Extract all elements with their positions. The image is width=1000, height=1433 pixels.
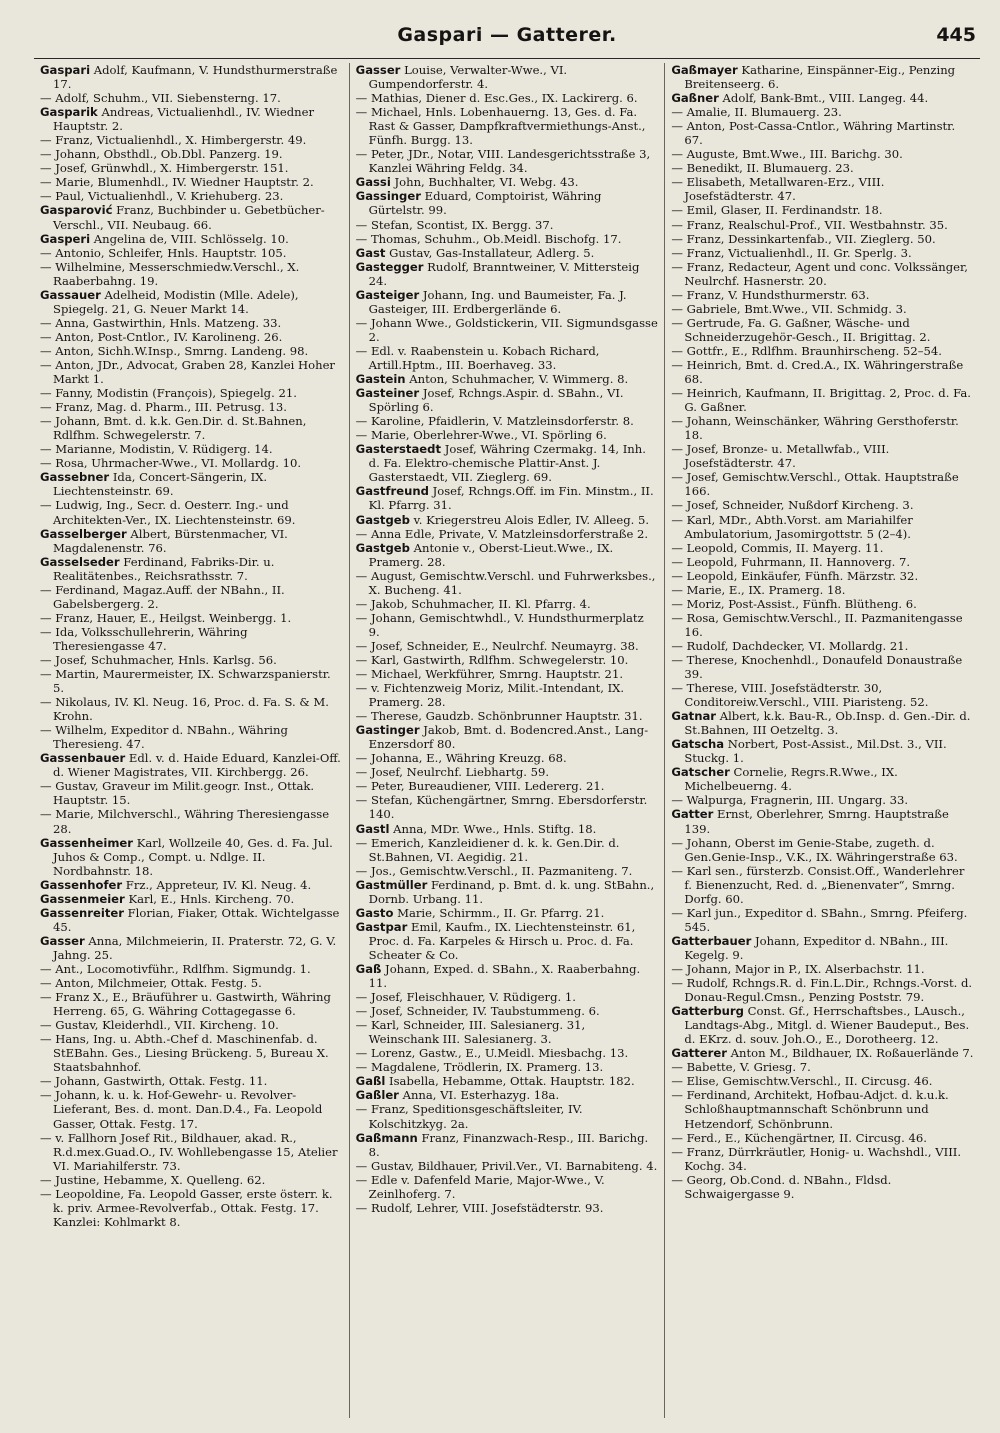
directory-entry: Gassi John, Buchhalter, VI. Webg. 43. xyxy=(355,175,579,190)
directory-entry: — Josef, Bronze- u. Metallwfab., VIII. Josefstädterstr. 47. xyxy=(671,442,890,471)
directory-entry: — Johann, k. u. k. Hof-Gewehr- u. Revolver-Lieferant, Bes. d. mont. Dan.D.4., Fa. Leopold Gasser, Ottak. Festg. 17. xyxy=(40,1088,323,1131)
directory-entry: — Gustav, Bildhauer, Privil.Ver., VI. Barnabiteng. 4. xyxy=(355,1158,658,1173)
directory-entry: — Michael, Hnls. Lobenhauerng. 13, Ges. d. Fa. Rast & Gasser, Dampfkraftvermiethungs-Anst., Fünfh. Burgg. 13. xyxy=(355,105,646,148)
directory-entry: — Justine, Hebamme, X. Quelleng. 62. xyxy=(40,1172,266,1187)
directory-entry: — Magdalene, Trödlerin, IX. Pramerg. 13. xyxy=(355,1060,604,1075)
directory-entry: — Rudolf, Rchngs.R. d. Fin.L.Dir., Rchngs.-Vorst. d. Donau-Regul.Cmsn., Penzing Poststr. 79. xyxy=(671,976,973,1005)
directory-entry: — Leopoldine, Fa. Leopold Gasser, erste österr. k. k. priv. Armee-Revolverfab., Ottak. Festg. 17. Kanzlei: Kohlmarkt 8. xyxy=(40,1186,333,1229)
directory-entry: — Ferdinand, Architekt, Hofbau-Adjct. d. k.u.k. Schloßhauptmannschaft Schönbrunn und Hetzendorf, Schönbrunn. xyxy=(671,1088,949,1131)
directory-entry: — Babette, V. Griesg. 7. xyxy=(671,1060,811,1075)
directory-entry: — Karl, MDr., Abth.Vorst. am Mariahilfer Ambulatorium, Jasomirgottstr. 5 (2–4). xyxy=(671,512,913,541)
directory-entry: — Marie, Milchverschl., Währing Theresiengasse 28. xyxy=(40,807,330,836)
directory-entry: — Emerich, Kanzleidiener d. k. k. Gen.Dir. d. St.Bahnen, VI. Aegidig. 21. xyxy=(355,835,620,864)
directory-entry: Gasselseder Ferdinand, Fabriks-Dir. u. Realitätenbes., Reichsrathsstr. 7. xyxy=(40,554,275,583)
directory-entry: Gastgeb v. Kriegerstreu Alois Edler, IV. Alleeg. 5. xyxy=(355,512,650,527)
directory-entry: — Johann, Weinschänker, Währing Gersthoferstr. 18. xyxy=(671,414,959,443)
directory-entry: — Johann, Bmt. d. k.k. Gen.Dir. d. St.Bahnen, Rdlfhm. Schwegelerstr. 7. xyxy=(40,414,307,443)
directory-entry: — Franz X., E., Bräuführer u. Gastwirth, Währing Herreng. 65, G. Währing Cottagegasse 6. xyxy=(40,990,331,1019)
directory-entry: — Gabriele, Bmt.Wwe., VII. Schmidg. 3. xyxy=(671,301,907,316)
directory-entry: Gatter Ernst, Oberlehrer, Smrng. Hauptstraße 139. xyxy=(671,807,949,836)
directory-entry: — Stefan, Scontist, IX. Bergg. 37. xyxy=(355,217,554,232)
directory-entry: — Edle v. Dafenfeld Marie, Major-Wwe., V. Zeinlhoferg. 7. xyxy=(355,1172,605,1201)
directory-entry: — Franz, Victualienhdl., X. Himbergerstr. 49. xyxy=(40,133,307,148)
directory-entry: Gaßner Adolf, Bank-Bmt., VIII. Langeg. 44. xyxy=(671,91,929,106)
directory-entry: Gasser Louise, Verwalter-Wwe., VI. Gumpendorferstr. 4. xyxy=(355,63,568,92)
directory-entry: — Josef, Grünwhdl., X. Himbergerstr. 151. xyxy=(40,161,289,176)
directory-entry: — Rosa, Uhrmacher-Wwe., VI. Mollardg. 10. xyxy=(40,456,302,471)
directory-entry: Gatnar Albert, k.k. Bau-R., Ob.Insp. d. Gen.-Dir. d. St.Bahnen, III Oetzeltg. 3. xyxy=(671,709,971,738)
directory-entry: Gaßmayer Katharine, Einspänner-Eig., Penzing Breitenseerg. 6. xyxy=(671,63,956,92)
directory-entry: — Johann Wwe., Goldstickerin, VII. Sigmundsgasse 2. xyxy=(355,315,658,344)
directory-entry: — Georg, Ob.Cond. d. NBahn., Fldsd. Schwaigergasse 9. xyxy=(671,1172,892,1201)
directory-entry: — Therese, Knochenhdl., Donaufeld Donaustraße 39. xyxy=(671,652,963,682)
directory-entry: — Michael, Werkführer, Smrng. Hauptstr. 21. xyxy=(355,667,623,682)
directory-entry: — Jos., Gemischtw.Verschl., II. Pazmaniteng. 7. xyxy=(355,863,633,878)
directory-entry: — Elise, Gemischtw.Verschl., II. Circusg. 46. xyxy=(671,1074,933,1089)
directory-entry: — Anton, JDr., Advocat, Graben 28, Kanzlei Hoher Markt 1. xyxy=(40,357,335,387)
directory-entry: — Ant., Locomotivführ., Rdlfhm. Sigmundg. 1. xyxy=(40,962,311,976)
directory-entry: — Stefan, Küchengärtner, Smrng. Ebersdorferstr. 140. xyxy=(355,793,648,822)
directory-entry: — Karoline, Pfaidlerin, V. Matzleinsdorferstr. 8. xyxy=(355,414,634,429)
directory-entry: — Adolf, Schuhm., VII. Siebensterng. 17. xyxy=(40,91,281,106)
directory-entry: Gaßmann Franz, Finanzwach-Resp., III. Barichg. 8. xyxy=(355,1130,649,1159)
directory-entry: — Therese, Gaudzb. Schönbrunner Hauptstr. 31. xyxy=(355,709,643,724)
directory-entry: Gastgeb Antonie v., Oberst-Lieut.Wwe., IX. Pramerg. 28. xyxy=(355,540,614,569)
directory-entry: — Rudolf, Dachdecker, VI. Mollardg. 21. xyxy=(671,638,909,653)
directory-entry: — v. Fallhorn Josef Rit., Bildhauer, akad. R., R.d.mex.Guad.O., IV. Wohllebengasse 15, Atelier VI. Mariahilferstr. 73. xyxy=(40,1130,338,1173)
directory-entry: — Franz, Mag. d. Pharm., III. Petrusg. 13. xyxy=(40,400,287,415)
directory-entry: Gasparović Franz, Buchbinder u. Gebetbücher-Verschl., VII. Neubaug. 66. xyxy=(40,203,325,232)
column-right xyxy=(665,63,980,1418)
page-header xyxy=(34,18,980,59)
directory-entry: — Franz, V. Hundsthurmerstr. 63. xyxy=(671,287,870,302)
directory-entry: — Josef, Gemischtw.Verschl., Ottak. Hauptstraße 166. xyxy=(671,470,959,499)
directory-entry: — August, Gemischtw.Verschl. und Fuhrwerksbes., X. Bucheng. 41. xyxy=(355,568,656,597)
directory-entry: Gasperi Angelina de, VIII. Schlösselg. 10. xyxy=(40,231,289,246)
directory-entry: Gasselberger Albert, Bürstenmacher, VI. Magdalenenstr. 76. xyxy=(40,526,288,555)
directory-entry: — Walpurga, Fragnerin, III. Ungarg. 33. xyxy=(671,793,909,808)
directory-entry: — Emil, Glaser, II. Ferdinandstr. 18. xyxy=(671,203,883,218)
directory-entry: — Leopold, Fuhrmann, II. Hannoverg. 7. xyxy=(671,554,911,569)
directory-entry: — Gertrude, Fa. G. Gaßner, Wäsche- und Schneiderzugehör-Gesch., II. Brigittag. 2. xyxy=(671,315,931,344)
directory-entry: — Hans, Ing. u. Abth.-Chef d. Maschinenfab. d. StEBahn. Ges., Liesing Brückeng. 5, Bureau X. Staatsbahnhof. xyxy=(40,1032,329,1075)
directory-entry: — Gustav, Kleiderhdl., VII. Kircheng. 10. xyxy=(40,1018,279,1033)
directory-entry: — Franz, Victualienhdl., II. Gr. Sperlg. 3. xyxy=(671,245,912,260)
directory-entry: — Mathias, Diener d. Esc.Ges., IX. Lackirerg. 6. xyxy=(355,91,638,106)
directory-entry: — Thomas, Schuhm., Ob.Meidl. Bischofg. 17. xyxy=(355,231,622,246)
directory-entry: Gastmüller Ferdinand, p. Bmt. d. k. ung. StBahn., Dornb. Urbang. 11. xyxy=(355,877,655,906)
directory-entry: — Heinrich, Kaufmann, II. Brigittag. 2, Proc. d. Fa. G. Gaßner. xyxy=(671,386,971,415)
directory-entry: — Paul, Victualienhdl., V. Kriehuberg. 23. xyxy=(40,189,284,204)
directory-entry: — Nikolaus, IV. Kl. Neug. 16, Proc. d. Fa. S. & M. Krohn. xyxy=(40,695,329,724)
directory-entry: Gassinger Eduard, Comptoirist, Währing Gürtelstr. 99. xyxy=(355,189,602,218)
directory-entry: Gasparik Andreas, Victualienhdl., IV. Wiedner Hauptstr. 2. xyxy=(40,105,315,134)
directory-entry: — Ferd., E., Küchengärtner, II. Circusg. 46. xyxy=(671,1130,927,1145)
column-left xyxy=(34,63,350,1418)
directory-entry: — Ferdinand, Magaz.Auff. der NBahn., II. Gabelsbergerg. 2. xyxy=(40,582,285,611)
directory-entry: — Franz, Dürrkräutler, Honig- u. Wachshdl., VIII. Kochg. 34. xyxy=(671,1144,962,1173)
directory-entry: Gatscher Cornelie, Regrs.R.Wwe., IX. Michelbeuerng. 4. xyxy=(671,765,898,794)
directory-entry: Gatterbauer Johann, Expeditor d. NBahn., III. Kegelg. 9. xyxy=(671,933,949,962)
directory-entry: Gatterburg Const. Gf., Herrschaftsbes., LAusch., Landtags-Abg., Mitgl. d. Wiener Baudeput., Bes. d. EKrz. d. souv. Joh.O., E., Dorotheerg. 12. xyxy=(671,1004,970,1047)
directory-entry: Gastpar Emil, Kaufm., IX. Liechtensteinstr. 61, Proc. d. Fa. Karpeles & Hirsch u. Proc. d. Fa. Scheater & Co. xyxy=(355,919,636,962)
directory-entry: — Moriz, Post-Assist., Fünfh. Blütheng. 6. xyxy=(671,596,917,611)
directory-columns xyxy=(34,63,980,1418)
directory-entry: — Anton, Post-Cntlor., IV. Karolineng. 26. xyxy=(40,329,283,344)
directory-entry: Gasteiger Johann, Ing. und Baumeister, Fa. J. Gasteiger, III. Erdbergerlände 6. xyxy=(355,287,627,316)
page-number: 445 xyxy=(936,24,976,46)
directory-entry: — Anna, Gastwirthin, Hnls. Matzeng. 33. xyxy=(40,315,282,330)
directory-entry: Gasterstaedt Josef, Währing Czermakg. 14, Inh. d. Fa. Elektro-chemische Plattir-Anst. J. Gasterstaedt, VII. Zieglerg. 69. xyxy=(355,442,646,485)
directory-entry: — Elisabeth, Metallwaren-Erz., VIII. Josefstädterstr. 47. xyxy=(671,175,885,204)
directory-entry: — Amalie, II. Blumauerg. 23. xyxy=(671,105,842,120)
directory-entry: — Johanna, E., Währing Kreuzg. 68. xyxy=(355,751,567,766)
directory-entry: — Josef, Fleischhauer, V. Rüdigerg. 1. xyxy=(355,990,576,1005)
directory-entry: Gast Gustav, Gas-Installateur, Adlerg. 5. xyxy=(355,245,595,260)
directory-entry: — Ludwig, Ing., Secr. d. Oesterr. Ing.- und Architekten-Ver., IX. Liechtensteinstr. 69. xyxy=(40,498,296,527)
directory-entry: Gassenreiter Florian, Fiaker, Ottak. Wichtelgasse 45. xyxy=(40,905,340,934)
directory-entry: — Marie, E., IX. Pramerg. 18. xyxy=(671,582,846,597)
directory-entry: — Auguste, Bmt.Wwe., III. Barichg. 30. xyxy=(671,147,903,162)
directory-entry: — Johann, Obsthdl., Ob.Dbl. Panzerg. 19. xyxy=(40,147,283,162)
directory-entry: — Wilhelm, Expeditor d. NBahn., Währing Theresieng. 47. xyxy=(40,723,288,752)
directory-entry: Gasser Anna, Milchmeierin, II. Praterstr. 72, G. V. Jahng. 25. xyxy=(40,933,337,962)
directory-entry: — Peter, Bureaudiener, VIII. Ledererg. 21. xyxy=(355,779,605,794)
directory-entry: — Franz, Hauer, E., Heilgst. Weinbergg. 1. xyxy=(40,610,292,625)
directory-entry: — Franz, Speditionsgeschäftsleiter, IV. Kolschitzkyg. 2a. xyxy=(355,1102,583,1131)
directory-entry: Gaßler Anna, VI. Esterhazyg. 18a. xyxy=(355,1088,560,1103)
directory-entry: Gassebner Ida, Concert-Sängerin, IX. Liechtensteinstr. 69. xyxy=(40,470,268,499)
directory-entry: — Rosa, Gemischtw.Verschl., II. Pazmanitengasse 16. xyxy=(671,610,963,639)
directory-entry: Gasto Marie, Schirmm., II. Gr. Pfarrg. 21. xyxy=(355,905,605,920)
directory-entry: Gastinger Jakob, Bmt. d. Bodencred.Anst., Lang-Enzersdorf 80. xyxy=(355,723,649,752)
directory-entry: — Lorenz, Gastw., E., U.Meidl. Miesbachg. 13. xyxy=(355,1046,629,1061)
directory-entry: — Gustav, Graveur im Milit.geogr. Inst., Ottak. Hauptstr. 15. xyxy=(40,779,315,808)
running-head: Gaspari — Gatterer. xyxy=(397,24,617,46)
directory-entry: Gassenhofer Frz., Appreteur, IV. Kl. Neug. 4. xyxy=(40,877,312,892)
directory-entry: — Karl sen., fürsterzb. Consist.Off., Wanderlehrer f. Bienenzucht, Red. d. „Bienenvater“, Smrng. Dorfg. 60. xyxy=(671,863,965,906)
directory-entry: Gassauer Adelheid, Modistin (Mlle. Adele), Spiegelg. 21, G. Neuer Markt 14. xyxy=(40,287,299,316)
directory-entry: Gassenmeier Karl, E., Hnls. Kircheng. 70. xyxy=(40,891,295,906)
directory-entry: Gaß Johann, Exped. d. SBahn., X. Raaberbahng. 11. xyxy=(355,962,641,991)
directory-entry: Gassenbauer Edl. v. d. Haide Eduard, Kanzlei-Off. d. Wiener Magistrates, VII. Kirchbergg. 26. xyxy=(40,751,341,780)
directory-entry: Gastegger Rudolf, Branntweiner, V. Mittersteig 24. xyxy=(355,259,640,288)
directory-entry: — Franz, Dessinkartenfab., VII. Zieglerg. 50. xyxy=(671,231,936,246)
directory-entry: — Jakob, Schuhmacher, II. Kl. Pfarrg. 4. xyxy=(355,596,591,611)
directory-entry: — Rudolf, Lehrer, VIII. Josefstädterstr. 93. xyxy=(355,1200,604,1215)
directory-entry: — Karl jun., Expeditor d. SBahn., Smrng. Pfeiferg. 545. xyxy=(671,905,968,934)
directory-entry: — Wilhelmine, Messerschmiedw.Verschl., X. Raaberbahng. 19. xyxy=(40,259,300,288)
directory-entry: — Antonio, Schleifer, Hnls. Hauptstr. 105. xyxy=(40,245,287,260)
directory-entry: — Leopold, Einkäufer, Fünfh. Märzstr. 32. xyxy=(671,568,919,583)
directory-entry: Gastein Anton, Schuhmacher, V. Wimmerg. 8. xyxy=(355,372,629,387)
column-middle xyxy=(350,63,666,1418)
directory-entry: — Anton, Sichh.W.Insp., Smrng. Landeng. 98. xyxy=(40,343,309,358)
directory-entry: Gassenheimer Karl, Wollzeile 40, Ges. d. Fa. Jul. Juhos & Comp., Compt. u. Ndlge. II. Nordbahnstr. 18. xyxy=(40,835,333,878)
directory-entry: — Benedikt, II. Blumauerg. 23. xyxy=(671,161,854,176)
directory-entry: — Marie, Oberlehrer-Wwe., VI. Spörling 6. xyxy=(355,428,607,443)
directory-entry: — Josef, Schneider, E., Neulrchf. Neumayrg. 38. xyxy=(355,638,639,653)
directory-entry: — Fanny, Modistin (François), Spiegelg. 21. xyxy=(40,386,297,401)
directory-entry: — Josef, Neulrchf. Liebhartg. 59. xyxy=(355,765,550,780)
directory-entry: — Franz, Realschul-Prof., VII. Westbahnstr. 35. xyxy=(671,217,948,232)
directory-entry: — Karl, Gastwirth, Rdlfhm. Schwegelerstr. 10. xyxy=(355,652,629,667)
directory-entry: — Josef, Schneider, Nußdorf Kircheng. 3. xyxy=(671,498,914,513)
directory-entry: — Anna Edle, Private, V. Matzleinsdorferstraße 2. xyxy=(355,526,649,541)
directory-entry: — Johann, Gemischtwhdl., V. Hundsthurmerplatz 9. xyxy=(355,610,644,639)
directory-entry: — Johann, Oberst im Genie-Stabe, zugeth. d. Gen.Genie-Insp., V.K., IX. Währingerstraße 63. xyxy=(671,835,958,864)
directory-entry: — Martin, Maurermeister, IX. Schwarzspanierstr. 5. xyxy=(40,667,331,696)
directory-entry: — Marianne, Modistin, V. Rüdigerg. 14. xyxy=(40,442,273,457)
directory-entry: Gastfreund Josef, Rchngs.Off. im Fin. Minstm., II. Kl. Pfarrg. 31. xyxy=(355,484,654,513)
directory-entry: Gatscha Norbert, Post-Assist., Mil.Dst. 3., VII. Stuckg. 1. xyxy=(671,737,947,766)
directory-entry: Gasteiner Josef, Rchngs.Aspir. d. SBahn., VI. Spörling 6. xyxy=(355,386,624,415)
directory-entry: — Anton, Post-Cassa-Cntlor., Währing Martinstr. 67. xyxy=(671,119,956,148)
directory-entry: Gaßl Isabella, Hebamme, Ottak. Hauptstr. 182. xyxy=(355,1074,635,1089)
directory-entry: — Edl. v. Raabenstein u. Kobach Richard, Artill.Hptm., III. Boerhaveg. 33. xyxy=(355,343,600,372)
directory-entry: — Heinrich, Bmt. d. Cred.A., IX. Währingerstraße 68. xyxy=(671,357,964,387)
directory-entry: — Peter, JDr., Notar, VIII. Landesgerichtsstraße 3, Kanzlei Währing Feldg. 34. xyxy=(355,147,651,176)
directory-entry: — Josef, Schuhmacher, Hnls. Karlsg. 56. xyxy=(40,652,277,667)
directory-entry: — Anton, Milchmeier, Ottak. Festg. 5. xyxy=(40,976,262,991)
directory-entry: — Ida, Volksschullehrerin, Währing Theresiengasse 47. xyxy=(40,624,248,653)
directory-entry: — Johann, Major in P., IX. Alserbachstr. 11. xyxy=(671,962,925,976)
directory-entry: — Therese, VIII. Josefstädterstr. 30, Conditoreiw.Verschl., VIII. Piaristeng. 52. xyxy=(671,681,929,710)
directory-entry: — Johann, Gastwirth, Ottak. Festg. 11. xyxy=(40,1074,268,1089)
directory-entry: — Marie, Blumenhdl., IV. Wiedner Hauptstr. 2. xyxy=(40,175,314,190)
directory-entry: — Franz, Redacteur, Agent und conc. Volkssänger, Neulrchf. Hasnerstr. 20. xyxy=(671,259,968,288)
directory-entry: — Josef, Schneider, IV. Taubstummeng. 6. xyxy=(355,1004,600,1019)
directory-entry: — v. Fichtenzweig Moriz, Milit.-Intendant, IX. Pramerg. 28. xyxy=(355,681,625,710)
directory-entry: — Karl, Schneider, III. Salesianerg. 31, Weinschank III. Salesianerg. 3. xyxy=(355,1018,586,1047)
directory-entry: — Leopold, Commis, II. Mayerg. 11. xyxy=(671,540,884,555)
directory-entry: Gatterer Anton M., Bildhauer, IX. Roßauerlände 7. xyxy=(671,1046,974,1061)
directory-entry: Gastl Anna, MDr. Wwe., Hnls. Stiftg. 18. xyxy=(355,821,597,836)
directory-entry: Gaspari Adolf, Kaufmann, V. Hundsthurmerstraße 17. xyxy=(40,63,338,92)
directory-entry: — Gottfr., E., Rdlfhm. Braunhirscheng. 52–54. xyxy=(671,343,942,358)
